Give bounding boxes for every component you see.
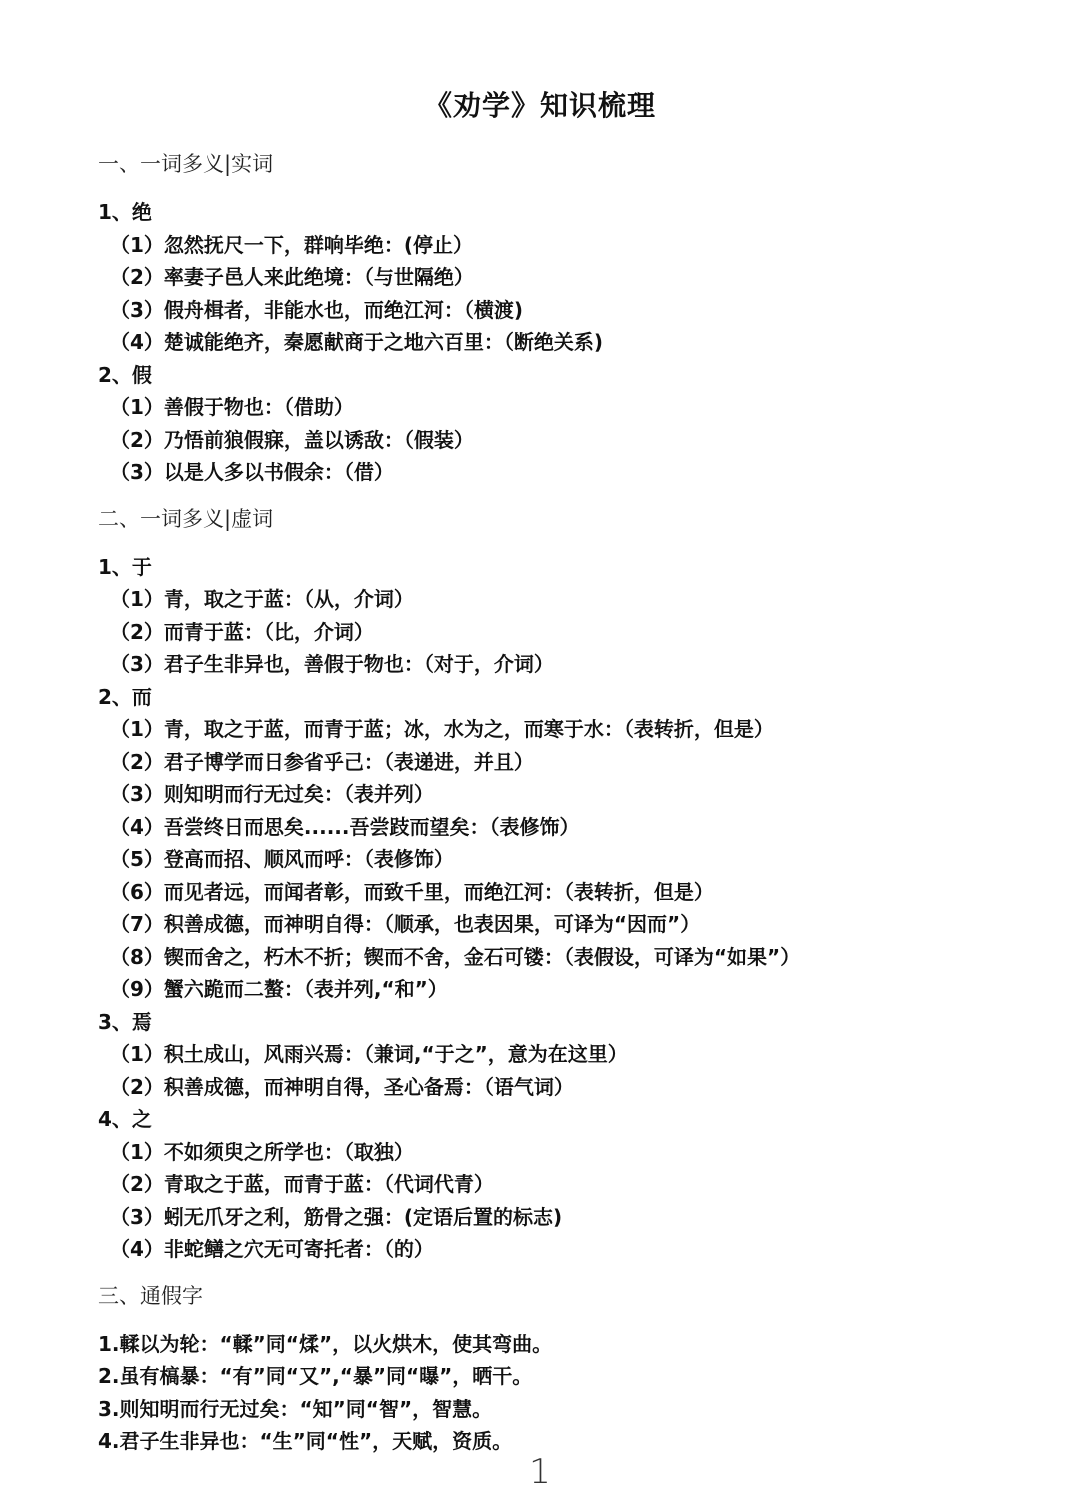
word-group-yu [98, 551, 998, 681]
word-group-yan [98, 1006, 998, 1104]
word-heading: 1、绝 [98, 200, 152, 224]
definition-item: （2）青取之于蓝，而青于蓝：（代词代青） [110, 1172, 494, 1196]
word-heading: 1、于 [98, 554, 152, 579]
definition-item: （7）积善成德，而神明自得：（顺承，也表因果，可译为“因而”） [110, 912, 701, 936]
definition-item: （1）青，取之于蓝：（从，介词） [110, 587, 414, 611]
definition-item: （3）蚓无爪牙之利，筋骨之强：(定语后置的标志) [110, 1204, 563, 1229]
word-group-er [98, 681, 998, 1006]
definition-item: （3）以是人多以书假余：（借） [110, 460, 394, 484]
page-number: 1 [529, 1452, 551, 1492]
definition-item: （1）善假于物也：（借助） [110, 395, 354, 419]
definition-item: （2）君子博学而日参省乎己：（表递进，并且） [110, 749, 534, 774]
document-content [98, 142, 998, 1458]
definition-item: （2）乃悟前狼假寐，盖以诱敌：（假装） [110, 427, 474, 452]
tongjia-entry: 2.虽有槁暴：“有”同“又”,“暴”同“曝”，晒干。 [98, 1364, 533, 1388]
word-heading: 2、假 [98, 362, 152, 387]
definition-item: （1）忽然抚尺一下，群响毕绝：(停止） [110, 232, 474, 257]
section-heading-xuci: 二、一词多义|虚词 [98, 506, 274, 531]
word-group-zhi [98, 1103, 998, 1266]
definition-item: （1）不如须臾之所学也：（取独） [110, 1139, 414, 1164]
definition-item: （2）率妻子邑人来此绝境：（与世隔绝） [110, 265, 474, 289]
definition-item: （1）青，取之于蓝，而青于蓝；冰，水为之，而寒于水：（表转折，但是） [110, 717, 774, 741]
definition-item: （4）非蛇鳝之穴无可寄托者：（的） [110, 1237, 434, 1261]
definition-item: （3）则知明而行无过矣：（表并列） [110, 782, 434, 806]
section-heading-tongjiazi: 三、通假字 [98, 1283, 203, 1308]
definition-item: （9）蟹六跪而二螯：（表并列,“和”） [110, 977, 448, 1001]
definition-item: （6）而见者远，而闻者彰，而致千里，而绝江河：（表转折，但是） [110, 879, 714, 904]
tongjia-entry: 4.君子生非异也：“生”同“性”，天赋，资质。 [98, 1429, 513, 1453]
word-heading: 2、而 [98, 684, 152, 709]
word-heading: 4、之 [98, 1107, 152, 1131]
definition-item: （8）锲而舍之，朽木不折；锲而不舍，金石可镂：（表假设，可译为“如果”） [110, 944, 801, 969]
definition-item: （1）积土成山，风雨兴焉：（兼词,“于之”，意为在这里） [110, 1042, 628, 1066]
tongjia-entry: 1.輮以为轮：“輮”同“煣”，以火烘木，使其弯曲。 [98, 1331, 553, 1356]
definition-item: （5）登高而招、顺风而呼：（表修饰） [110, 847, 454, 871]
word-group-jue [98, 196, 998, 359]
page-title: 《劝学》知识梳理 [423, 89, 656, 122]
definition-item: （3）君子生非异也，善假于物也：（对于，介词） [110, 652, 554, 676]
word-group-jia [98, 359, 998, 489]
definition-item: （2）而青于蓝：（比，介词） [110, 619, 374, 644]
definition-item: （3）假舟楫者，非能水也，而绝江河：（横渡) [110, 297, 524, 322]
tongjia-list [98, 1328, 998, 1458]
definition-item: （4）楚诚能绝齐，秦愿献商于之地六百里：（断绝关系) [110, 330, 604, 354]
definition-item: （2）积善成德，而神明自得，圣心备焉：（语气词） [110, 1074, 574, 1099]
tongjia-entry: 3.则知明而行无过矣：“知”同“智”，智慧。 [98, 1396, 493, 1421]
section-heading-shici: 一、一词多义|实词 [98, 152, 274, 176]
word-heading: 3、焉 [98, 1009, 152, 1034]
definition-item: （4）吾尝终日而思矣......吾尝跂而望矣：（表修饰） [110, 814, 580, 839]
